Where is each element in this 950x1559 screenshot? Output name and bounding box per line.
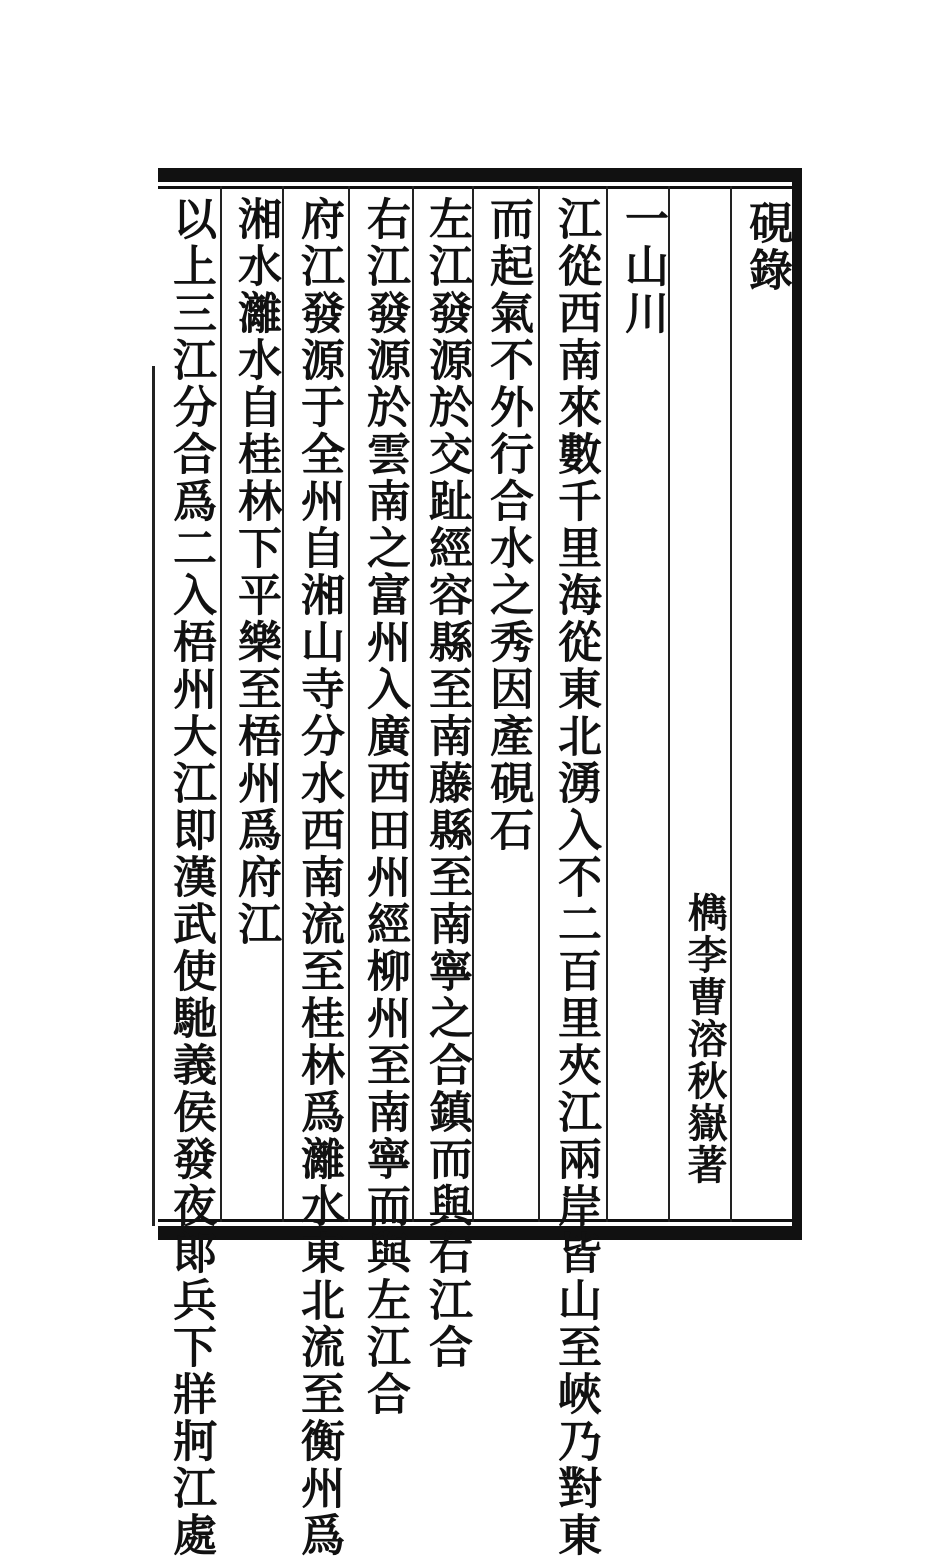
column-divider [668, 186, 670, 1222]
text-column: 湘水灕水自桂林下平樂至梧州爲府江 [230, 196, 281, 948]
text-column: 府江發源于全州自湘山寺分水西南流至桂林爲灕水東北流至衡州爲 [293, 196, 344, 1559]
text-column: 而起氣不外行合水之秀因產硯石 [482, 196, 533, 854]
text-column: 右江發源於雲南之富州入廣西田州經柳州至南寧而與左江合 [359, 196, 410, 1418]
text-column: 左江發源於交趾經容縣至南藤縣至南寧之合鎮而與右江合 [421, 196, 472, 1371]
section-heading: 一山川 [617, 196, 668, 337]
left-border [152, 366, 155, 1226]
column-divider [220, 186, 222, 1222]
column-divider [538, 186, 540, 1222]
author-line: 檇李曹溶秋嶽著 [681, 892, 728, 1186]
bottom-border-thin [158, 1219, 802, 1222]
text-column: 江從西南來數千里海從東北湧入不二百里夾江兩岸皆山至峽乃對東 [550, 196, 601, 1559]
bottom-border-thick [158, 1226, 802, 1240]
column-divider [412, 186, 414, 1222]
column-divider [606, 186, 608, 1222]
top-border-thin [158, 186, 802, 189]
text-column: 以上三江分合爲二入梧州大江即漢武使馳義侯發夜郞兵下牂牁江處 [165, 196, 216, 1559]
column-divider [348, 186, 350, 1222]
right-border [792, 168, 802, 1240]
book-title: 硯錄 [741, 200, 792, 294]
top-border-thick [158, 168, 802, 182]
